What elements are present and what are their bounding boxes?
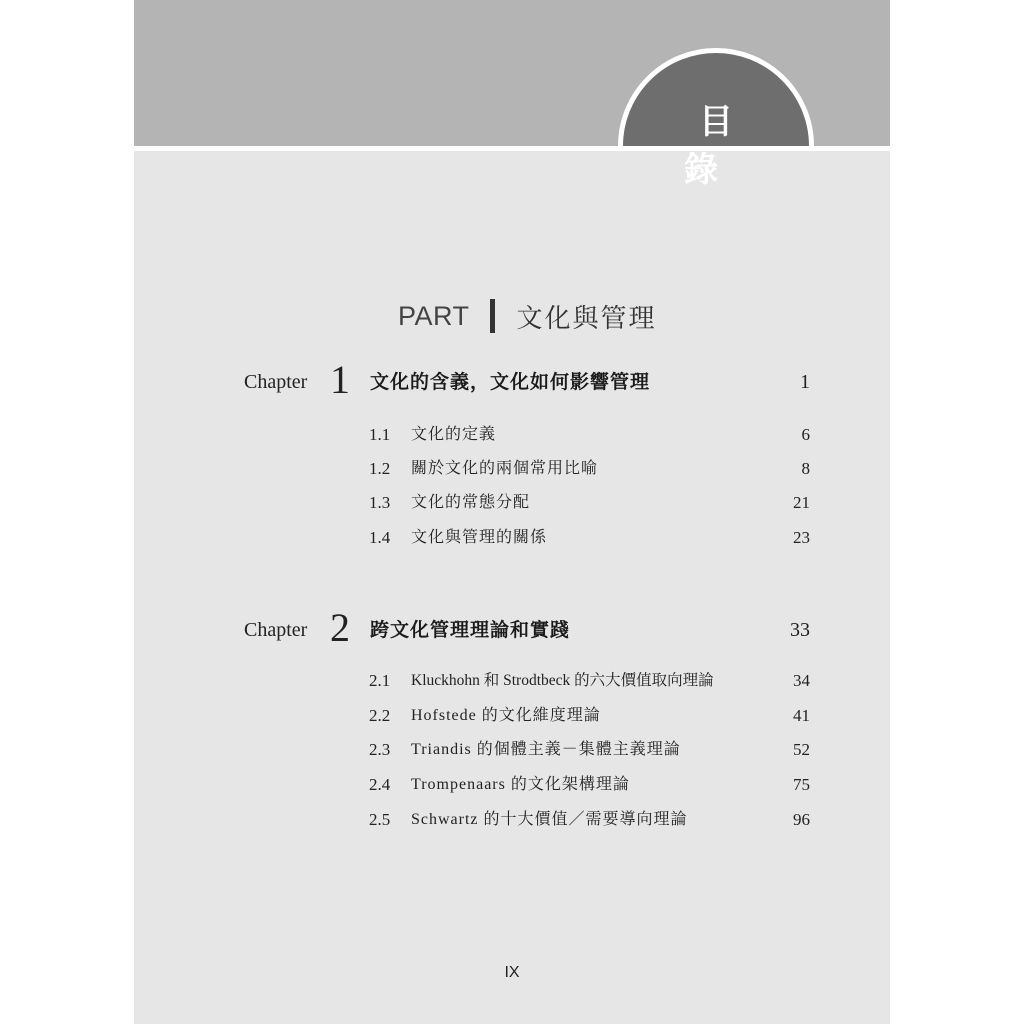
chapter-label: Chapter xyxy=(244,619,308,641)
chapter-number: 1 xyxy=(330,357,350,402)
section-title: Schwartz 的十大價值／需要導向理論 xyxy=(411,811,688,828)
section-number: 2.2 xyxy=(369,706,391,725)
toc-section[interactable] xyxy=(369,423,810,447)
section-number: 1.4 xyxy=(369,528,391,547)
section-title: Triandis 的個體主義－集體主義理論 xyxy=(411,741,681,758)
toc-section[interactable] xyxy=(369,704,810,728)
folio-page-number: IX xyxy=(504,964,520,981)
section-number: 2.4 xyxy=(369,775,391,794)
toc-section[interactable] xyxy=(369,738,810,762)
section-page-number: 96 xyxy=(793,810,810,829)
chapter-number: 2 xyxy=(330,605,350,650)
chapter-label: Chapter xyxy=(244,371,308,393)
section-title: Trompenaars 的文化架構理論 xyxy=(411,776,630,793)
section-page-number: 75 xyxy=(793,775,810,794)
section-title: 關於文化的兩個常用比喻 xyxy=(411,460,599,477)
part-label: PART xyxy=(398,300,470,331)
section-page-number: 21 xyxy=(793,493,810,512)
toc-section[interactable] xyxy=(369,773,810,797)
chapter-title: 跨文化管理理論和實踐 xyxy=(370,619,571,641)
toc-section[interactable] xyxy=(369,491,810,515)
chapter-title: 文化的含義，文化如何影響管理 xyxy=(370,371,651,393)
section-page-number: 34 xyxy=(793,671,810,690)
section-page-number: 23 xyxy=(793,528,810,547)
section-title: 文化與管理的關係 xyxy=(411,529,548,546)
section-number: 2.1 xyxy=(369,671,391,690)
section-title: 文化的定義 xyxy=(411,426,497,443)
section-number: 1.1 xyxy=(369,425,391,444)
chapter-page-number: 1 xyxy=(800,371,810,393)
section-number: 1.3 xyxy=(369,493,391,512)
part-heading xyxy=(398,296,657,336)
section-title: 文化的常態分配 xyxy=(411,494,531,511)
section-number: 2.3 xyxy=(369,740,391,759)
toc-chapter-1[interactable] xyxy=(244,352,810,402)
toc-section[interactable] xyxy=(369,808,810,832)
part-divider-bar xyxy=(490,299,495,333)
book-page xyxy=(134,0,890,1024)
page-title: 目 錄 xyxy=(684,102,763,190)
section-title: Hofstede 的文化維度理論 xyxy=(411,707,601,724)
section-number: 1.2 xyxy=(369,459,391,478)
section-page-number: 41 xyxy=(793,706,810,725)
section-page-number: 6 xyxy=(801,425,810,444)
section-page-number: 52 xyxy=(793,740,810,759)
section-number: 2.5 xyxy=(369,810,391,829)
part-title: 文化與管理 xyxy=(516,303,657,334)
chapter-page-number: 33 xyxy=(790,619,810,641)
toc-section[interactable] xyxy=(369,526,810,550)
section-page-number: 8 xyxy=(801,459,810,478)
toc-chapter-2[interactable] xyxy=(244,600,810,650)
toc-section[interactable] xyxy=(369,457,810,481)
toc-section[interactable] xyxy=(369,669,810,693)
section-title: Kluckhohn 和 Strodtbeck 的六大價值取向理論 xyxy=(411,672,714,689)
